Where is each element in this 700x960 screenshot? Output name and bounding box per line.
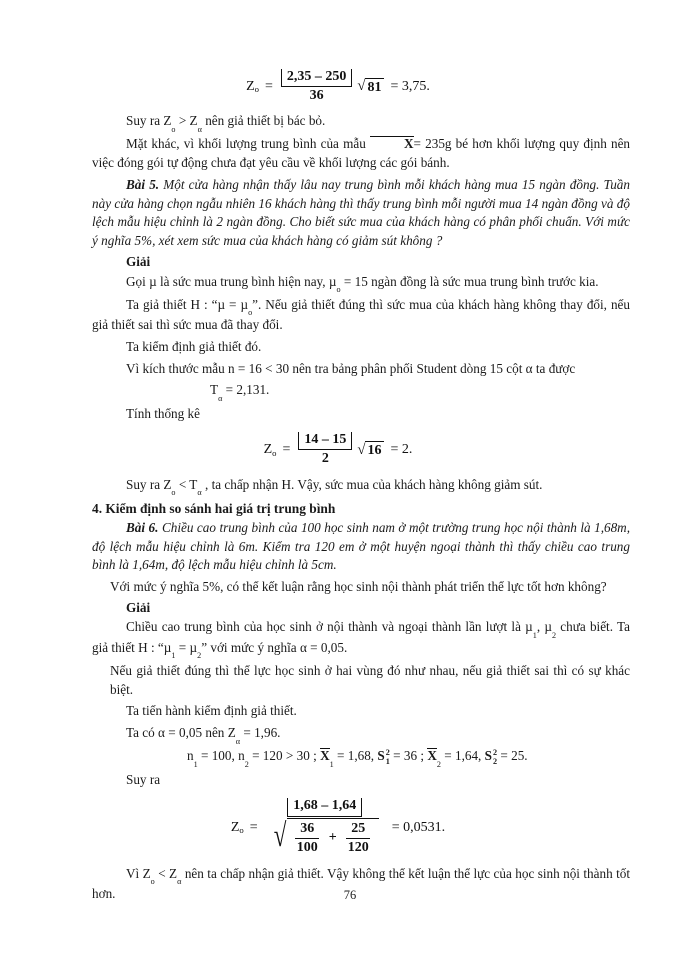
bai6-para3: Ta tiến hành kiểm định giả thiết. bbox=[126, 703, 297, 719]
bai6-para1: Chiều cao trung bình của học sinh ở nội thành và ngoại thành lần lượt là µ$_1$, µ$_2$ chưa biết. Ta giả thiết H : “µ$_1$ = µ$_2$” với mức ý nghĩa α = 0,05. bbox=[92, 619, 630, 661]
bai5-para2: Ta giả thiết H : “µ = µ$_o$”. Nếu giả thiết đúng thì sức mua của khách hàng không thay đổi, nếu giả thiết sai thì sức mua đã thay đổi. bbox=[92, 296, 630, 333]
formula-z0-bai4 bbox=[92, 69, 630, 104]
bai5-label: Bài 5. bbox=[126, 176, 160, 192]
plus-sign: + bbox=[328, 830, 337, 846]
radical-icon: √ bbox=[357, 78, 366, 95]
bai5-para5: Tính thống kê bbox=[126, 405, 200, 421]
bai6-para4: Ta có α = 0,05 nên $Z_\alpha = 1,96$. bbox=[126, 725, 281, 746]
para-mat-khac: Mặt khác, vì khối lượng trung bình của mẫu X= 235g bé hơn khối lượng quy định nên việc đóng gói tự động chưa đạt yêu cầu về khối lượng các gói bánh. bbox=[92, 136, 631, 171]
bai6-question: Với mức ý nghĩa 5%, có thể kết luận rằng học sinh nội thành phát triển thể lực tốt hơn không? bbox=[110, 579, 607, 595]
bai5-fraction: $\frac{14 - 15}{2}$ bbox=[298, 432, 352, 467]
bai5-sqrt: √ 16 bbox=[357, 441, 384, 459]
bai5-text: Một cửa hàng nhận thấy lâu nay trung bình mỗi khách hàng mua 15 ngàn đồng. Tuần này cửa hàng chọn ngẫu nhiên 16 khách hàng thì thấy trung bình mỗi người mua 14 ngàn đồng và độ lệch mẫu hiệu chỉnh là 2 ngàn đồng. Cho biết sức mua của khách hàng có phân phối chuẩn. Với mức ý nghĩa 5%, xét xem sức mua của khách hàng có giảm sút không ? bbox=[92, 176, 630, 249]
formula1-lhs: Z bbox=[246, 78, 255, 94]
formula1-fraction bbox=[281, 69, 353, 104]
bai6-para2: Nếu giả thiết đúng thì thể lực học sinh ở hai vùng đó như nhau, nếu giả thiết sai thì có sự khác biệt. bbox=[110, 663, 630, 697]
bai6-inner-frac-2: $\frac{25}{120}$ bbox=[347, 820, 369, 855]
bai6-label: Bài 6. bbox=[126, 519, 159, 535]
x1-bar-symbol: X bbox=[320, 748, 330, 764]
formula1-denominator: 36 bbox=[309, 88, 324, 104]
page-content bbox=[92, 60, 630, 904]
bai6-inner-frac-1: $\frac{36}{100}$ bbox=[296, 820, 318, 855]
bai5-para3: Ta kiểm định giả thiết đó. bbox=[126, 338, 262, 354]
x2-bar-symbol: X bbox=[427, 748, 437, 764]
formula1-result: = 3,75. bbox=[390, 78, 430, 94]
bai6-stats-line: $n_1 = 100$, $n_2 = 120 > 30$ ; $X_1 = 1,68$, S 2 1 = 36 ; $X_2 = 1,64$, S 2 2 = 25. bbox=[187, 748, 528, 769]
bai6-denominator-sqrt bbox=[266, 817, 384, 857]
page-number: 76 bbox=[343, 888, 357, 902]
bai6-conclusion: Vì $Z_o < Z_\alpha$ nên ta chấp nhận giả thiết. Vậy không thể kết luận thể lực của học sinh nội thành tốt hơn. bbox=[92, 865, 631, 902]
problem-bai6 bbox=[92, 519, 630, 575]
bai5-para4: Vì kích thước mẫu n = 16 < 30 nên tra bảng phân phối Student dòng 15 cột α ta được bbox=[126, 360, 576, 376]
para-suy-ra-bai4: Suy ra $Z_o > Z_\alpha$ nên giả thiết bị bác bỏ. bbox=[126, 113, 326, 134]
formula1-sqrt bbox=[357, 78, 384, 96]
bai5-para1: Gọi µ là sức mua trung bình hiện nay, µ$_o$ = 15 ngàn đồng là sức mua trung bình trước kia. bbox=[126, 273, 599, 294]
problem-bai5 bbox=[92, 176, 630, 251]
x-bar-symbol: X bbox=[370, 136, 414, 151]
formula1-lhs-sub: o bbox=[254, 84, 260, 95]
bai5-giai-heading: Giải bbox=[126, 253, 151, 269]
formula1-equals: = bbox=[265, 78, 273, 94]
bai5-t-alpha-line: $T_\alpha = 2,131$. bbox=[210, 382, 270, 403]
s1-squared-exponent: 2 1 bbox=[385, 748, 390, 766]
bai6-fraction: 1,68 – 1,64 √ $\frac{36}{100}$ + $\frac{25}{120}$ bbox=[266, 798, 384, 856]
formula-z0-bai6: Z o = 1,68 – 1,64 √ $\frac{36}{100}$ + $\frac{25}{120}$ = 0,0531. bbox=[92, 798, 630, 856]
bai6-giai-heading: Giải bbox=[126, 599, 151, 615]
formula1-radicand: 81 bbox=[365, 78, 384, 96]
radical-icon: √ bbox=[357, 441, 366, 458]
bai6-text: Chiều cao trung bình của 100 học sinh nam ở một trường trung học nội thành là 1,68m, độ lệch mẫu hiệu chỉnh là 6m. Kiểm tra 120 em ở một huyện ngoại thành thì thấy chiều cao trung bình là 1,64m, độ lệch mẫu hiệu chỉnh là 5cm. bbox=[92, 519, 631, 573]
s2-squared-exponent: 2 2 bbox=[493, 748, 498, 766]
bai6-para5: Suy ra bbox=[126, 771, 161, 787]
formula-z0-bai5: Z o = $\frac{14 - 15}{2}$ √ 16 = 2. bbox=[263, 432, 413, 467]
radical-icon: √ bbox=[273, 818, 287, 855]
bai5-conclusion: Suy ra $Z_o < T_\alpha$ , ta chấp nhận H. Vậy, sức mua của khách hàng không giảm sút. bbox=[126, 476, 543, 497]
formula1-numerator: 2,35 – 250 bbox=[281, 69, 353, 87]
section-4-heading: 4. Kiểm định so sánh hai giá trị trung bình bbox=[92, 500, 336, 516]
